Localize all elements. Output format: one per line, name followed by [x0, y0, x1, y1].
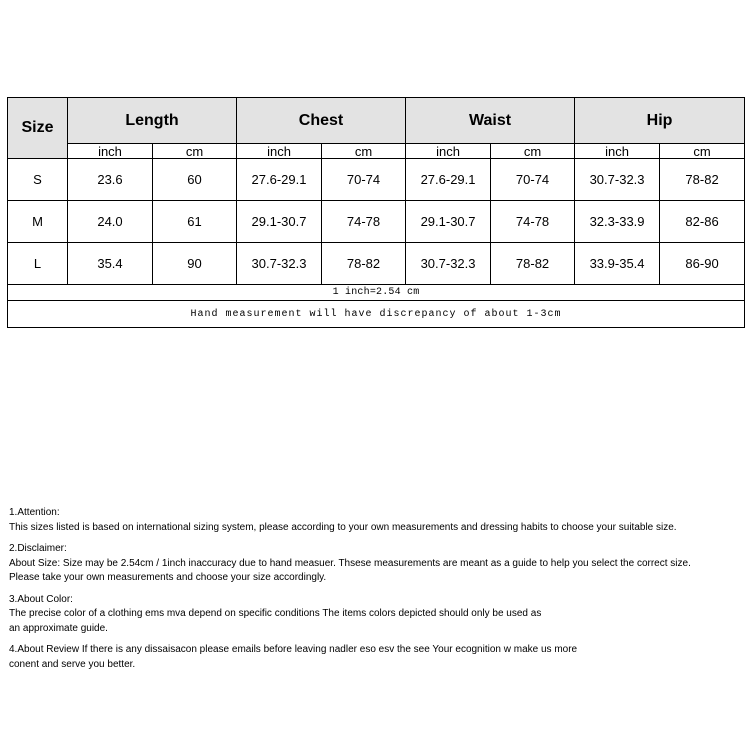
unit-cell: inch	[237, 144, 322, 159]
unit-cell: cm	[491, 144, 575, 159]
table-cell: 74-78	[322, 201, 406, 243]
note-line: About Size: Size may be 2.54cm / 1inch inaccuracy due to hand measuer. Thsese measurements are meant as a guide to help you select the correct size.	[9, 557, 691, 569]
header-size: Size	[8, 98, 68, 159]
header-length: Length	[68, 98, 237, 144]
table-cell: 60	[153, 159, 237, 201]
size-cell: L	[8, 243, 68, 285]
unit-cell: inch	[575, 144, 660, 159]
measurement-note: Hand measurement will have discrepancy of about 1-3cm	[8, 301, 745, 328]
table-cell: 23.6	[68, 159, 153, 201]
table-cell: 27.6-29.1	[406, 159, 491, 201]
table-cell: 29.1-30.7	[237, 201, 322, 243]
table-cell: 78-82	[660, 159, 745, 201]
note-color	[9, 593, 744, 637]
note-line: Please take your own measurements and choose your size accordingly.	[9, 572, 327, 583]
note-line: an approximate guide.	[9, 622, 108, 634]
table-cell: 35.4	[68, 243, 153, 285]
table-cell: 24.0	[68, 201, 153, 243]
note-line: 4.About Review If there is any dissaisacon please emails before leaving nadler eso esv the see Your ecognition w make us more	[9, 644, 578, 655]
table-cell: 61	[153, 201, 237, 243]
note-line: This sizes listed is based on international sizing system, please according to your own measurements and dressing habits to choose your suitable size.	[9, 521, 677, 533]
table-cell: 30.7-32.3	[575, 159, 660, 201]
table-row	[8, 243, 745, 285]
note-review	[9, 643, 744, 672]
notes-section	[9, 506, 744, 679]
note-line: conent and serve you better.	[9, 658, 136, 670]
unit-cell: inch	[406, 144, 491, 159]
note-disclaimer	[9, 542, 744, 586]
table-cell: 78-82	[322, 243, 406, 285]
table-cell: 30.7-32.3	[237, 243, 322, 285]
table-cell: 32.3-33.9	[575, 201, 660, 243]
note-line: The precise color of a clothing ems mva depend on specific conditions The items colors depicted should only be used as	[9, 608, 542, 619]
note-title: 3.About Color:	[9, 593, 73, 605]
size-chart-table	[7, 97, 745, 328]
unit-cell: cm	[660, 144, 745, 159]
conversion-note-row	[8, 285, 745, 301]
unit-cell: cm	[322, 144, 406, 159]
table-cell: 90	[153, 243, 237, 285]
note-attention	[9, 506, 744, 535]
header-waist: Waist	[406, 98, 575, 144]
unit-row	[8, 144, 745, 159]
header-row	[8, 98, 745, 144]
unit-cell: inch	[68, 144, 153, 159]
table-cell: 78-82	[491, 243, 575, 285]
table-cell: 33.9-35.4	[575, 243, 660, 285]
table-cell: 30.7-32.3	[406, 243, 491, 285]
conversion-note: 1 inch=2.54 cm	[8, 285, 745, 301]
size-cell: S	[8, 159, 68, 201]
table-cell: 29.1-30.7	[406, 201, 491, 243]
table-cell: 74-78	[491, 201, 575, 243]
table-cell: 82-86	[660, 201, 745, 243]
table-cell: 70-74	[491, 159, 575, 201]
header-chest: Chest	[237, 98, 406, 144]
size-cell: M	[8, 201, 68, 243]
table-cell: 27.6-29.1	[237, 159, 322, 201]
note-title: 2.Disclaimer:	[9, 543, 67, 554]
measurement-note-row	[8, 301, 745, 328]
note-title: 1.Attention:	[9, 507, 60, 518]
unit-cell: cm	[153, 144, 237, 159]
table-cell: 86-90	[660, 243, 745, 285]
table-row	[8, 159, 745, 201]
header-hip: Hip	[575, 98, 745, 144]
table-row	[8, 201, 745, 243]
table-cell: 70-74	[322, 159, 406, 201]
